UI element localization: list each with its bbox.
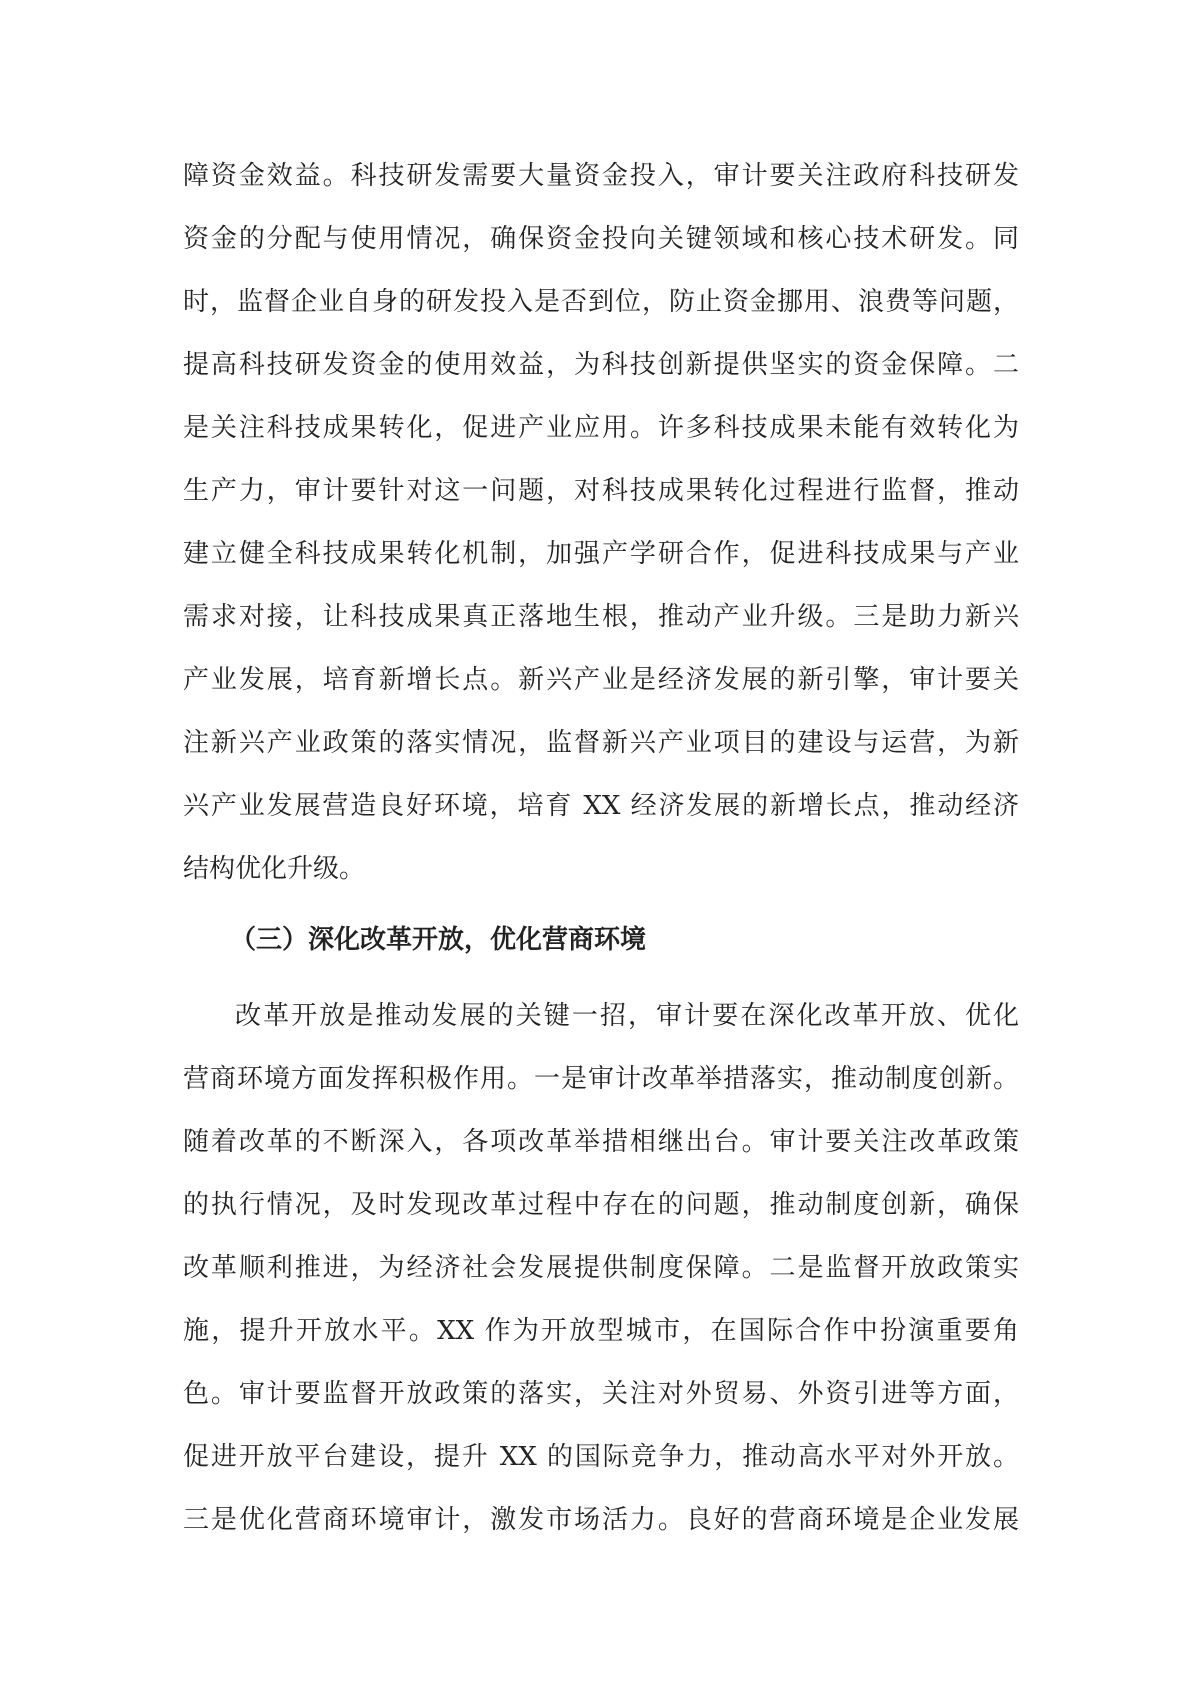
text-line: 改革顺利推进，为经济社会发展提供制度保障。二是监督开放政策实 bbox=[183, 1253, 1019, 1283]
text-line: 需求对接，让科技成果真正落地生根，推动产业升级。三是助力新兴 bbox=[183, 602, 1019, 632]
text-line: 色。审计要监督开放政策的落实，关注对外贸易、外资引进等方面， bbox=[183, 1379, 1019, 1409]
text-line: 障资金效益。科技研发需要大量资金投入，审计要关注政府科技研发 bbox=[183, 161, 1019, 191]
text-line: 时，监督企业自身的研发投入是否到位，防止资金挪用、浪费等问题， bbox=[183, 287, 1019, 317]
text-line: 资金的分配与使用情况，确保资金投向关键领域和核心技术研发。同 bbox=[183, 224, 1019, 254]
text-line: 兴产业发展营造良好环境，培育 XX 经济发展的新增长点，推动经济 bbox=[183, 791, 1019, 821]
text-line: 注新兴产业政策的落实情况，监督新兴产业项目的建设与运营，为新 bbox=[183, 728, 1019, 758]
text-line: 是关注科技成果转化，促进产业应用。许多科技成果未能有效转化为 bbox=[183, 413, 1019, 443]
text-line: 建立健全科技成果转化机制，加强产学研合作，促进科技成果与产业 bbox=[183, 539, 1019, 569]
text-line: 提高科技研发资金的使用效益，为科技创新提供坚实的资金保障。二 bbox=[183, 350, 1019, 380]
text-line: 产业发展，培育新增长点。新兴产业是经济发展的新引擎，审计要关 bbox=[183, 665, 1019, 695]
text-line: 营商环境方面发挥积极作用。一是审计改革举措落实，推动制度创新。 bbox=[183, 1064, 1019, 1094]
text-line: 生产力，审计要针对这一问题，对科技成果转化过程进行监督，推动 bbox=[183, 476, 1019, 506]
text-line: 三是优化营商环境审计，激发市场活力。良好的营商环境是企业发展 bbox=[183, 1505, 1019, 1535]
paragraph-tech-funding bbox=[183, 145, 1019, 901]
text-line: 的执行情况，及时发现改革过程中存在的问题，推动制度创新，确保 bbox=[183, 1190, 1019, 1220]
text-line: 促进开放平台建设，提升 XX 的国际竞争力，推动高水平对外开放。 bbox=[183, 1442, 1019, 1472]
text-line: 改革开放是推动发展的关键一招，审计要在深化改革开放、优化 bbox=[235, 1001, 1019, 1031]
paragraph-reform-opening bbox=[183, 985, 1019, 1552]
text-line: 施，提升开放水平。XX 作为开放型城市，在国际合作中扮演重要角 bbox=[183, 1316, 1019, 1346]
text-line: 结构优化升级。 bbox=[183, 854, 366, 884]
text-line: 随着改革的不断深入，各项改革举措相继出台。审计要关注改革政策 bbox=[183, 1127, 1019, 1157]
section-heading: （三）深化改革开放，优化营商环境 bbox=[230, 925, 647, 955]
